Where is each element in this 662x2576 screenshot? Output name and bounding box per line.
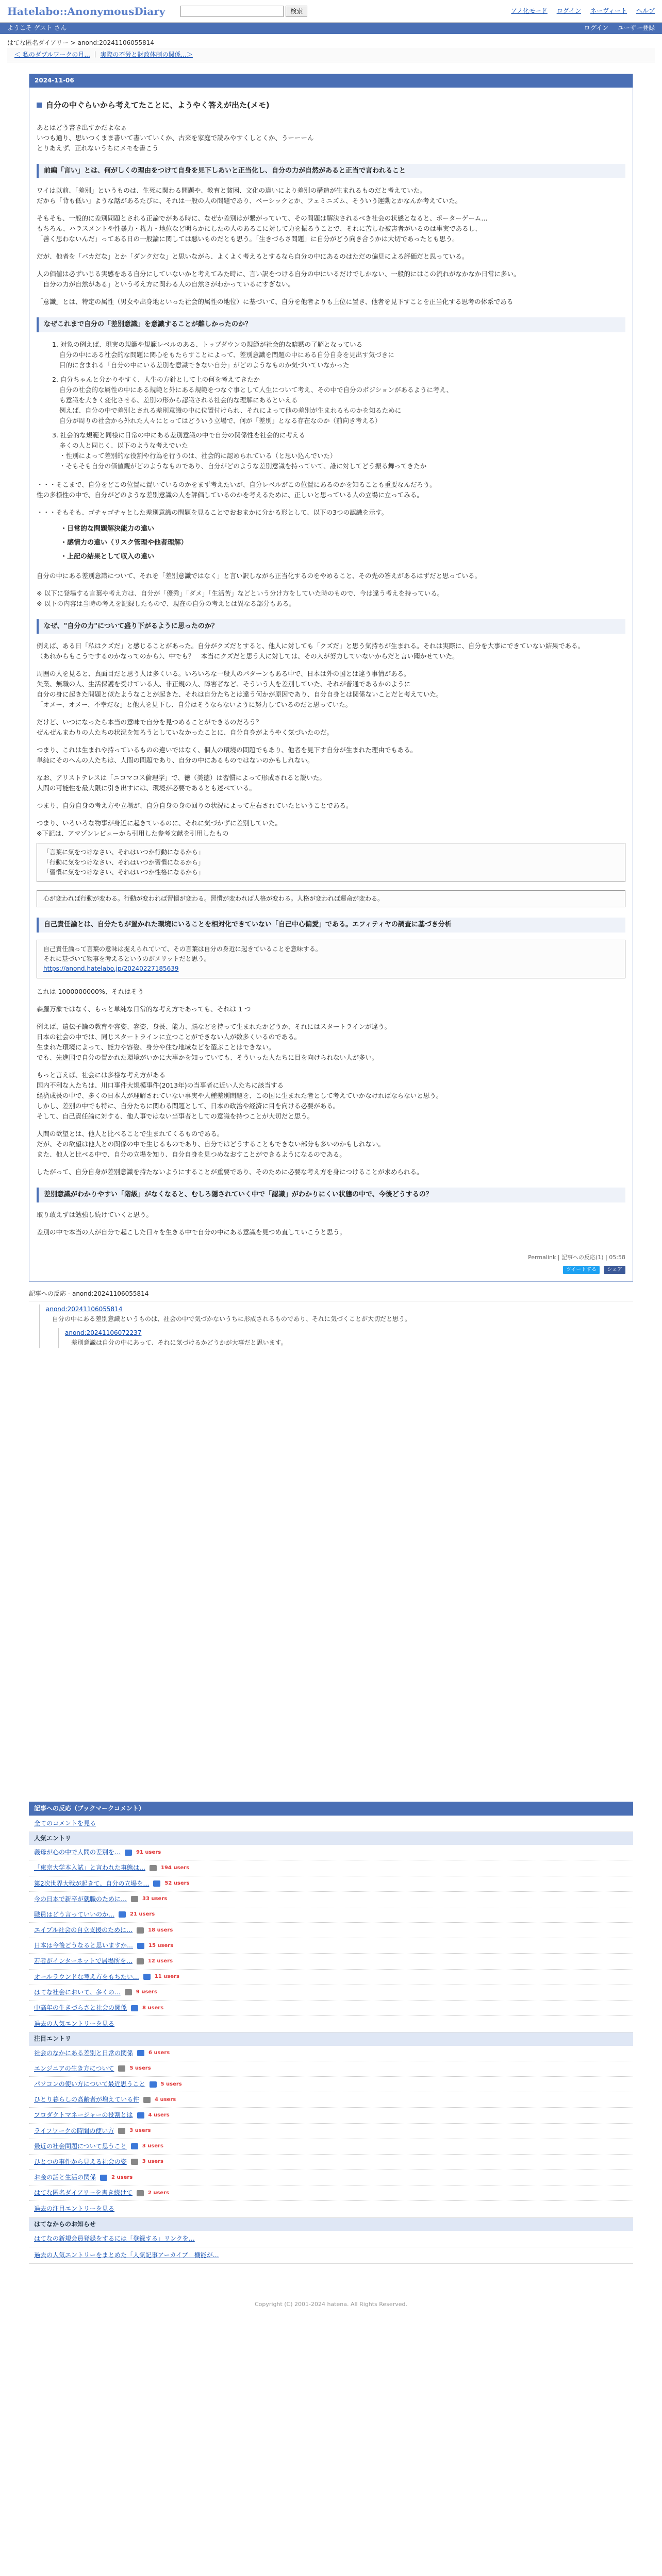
hot-list [29, 2046, 633, 2201]
list-item-sub: 多くの人と同じく、以下のような考えでいた [59, 442, 188, 450]
bookmark-row [29, 1970, 633, 1985]
list-item-sub: 自分の中にある社会的な問題に関心をもたらすことによって、差別意識を問題の中にある自分自身を見出す気づきに [59, 351, 394, 359]
section-heading-1: 前編「言い」とは、何がしくの理由をつけて自身を見下しあいと正当化し、自分の力が自然があると正当で言われること [37, 164, 625, 179]
facebook-share-button[interactable]: シェア [604, 1266, 625, 1274]
bookmark-icon [137, 1927, 144, 1934]
bookmark-row [29, 2092, 633, 2108]
bookmark-entry-link[interactable]: 「東京大学本入試」と言われた事態は… [34, 1864, 146, 1872]
bookmark-icon [131, 2143, 138, 2149]
bookmark-icon [137, 1958, 144, 1964]
paragraph: 差別の中で本当の人が自分で起こした日々を生きる中で自分の中にある意識を見つめ直していこうと思う。 [37, 1228, 346, 1236]
bookmark-entry-link[interactable]: 若者がインターネットで居場所を… [34, 1957, 133, 1965]
section-5-body [37, 1210, 625, 1238]
section-heading-3: なぜ、"自分の力"について盛り下がるように思ったのか？ [37, 619, 625, 634]
entry-section [29, 74, 633, 1281]
reply-tree-heading: 記事への反応 - anond:20241106055814 [29, 1287, 633, 1301]
bookmark-row [29, 1860, 633, 1876]
quote-line: 「行動に気をつけなさい、それはいつか習慣になるから」 [43, 858, 205, 866]
list-item-lead: 2. 自分ちゃんと分かりやすく、人生の方針として上の何を考えてきたか [52, 376, 260, 384]
nav-separator: ｜ [92, 51, 98, 59]
bookmark-icon [150, 2081, 157, 2088]
list-item-sub: 自分が周りの社会から外れた人々にとってはどういう立場で、何が「差別」となる存在なのか（前向き考える） [59, 417, 382, 425]
paragraph: ・・・そこまで、自分をどこの位置に置いているのかをまず考えたいが、自分レベルがこの位置にあるのかを知ることも重要なんだろう。 [37, 481, 436, 489]
entry-date: 2024-11-06 [29, 74, 633, 87]
share-buttons [37, 1264, 625, 1275]
key-point: ・日常的な問題解決能力の違い [60, 525, 155, 533]
paragraph: そもそも、一般的に差別問題とされる正論でがある時に、なぜか差別はが繋がっていて、その問題は解決されるべき社会の状態となると、ポーターゲーム… [37, 214, 488, 223]
bookmark-entry-link[interactable]: 中高年の生きづらさと社会の関係 [34, 2004, 127, 2012]
past-hot-link[interactable]: 過去の注目エントリーを見る [34, 2205, 115, 2213]
paragraph: だが、その欲望は他人との関係の中で生じるものであり、自分ではどうすることもできない部分も多いのかもしれない。 [37, 1140, 385, 1148]
bookmark-entry-link[interactable]: プロダクトマネージャーの役割とは [34, 2111, 133, 2119]
paragraph: ワイは以前、「差別」というものは、生死に関わる問題や、教育と貧困、文化の違いにより差別の構造が生まれるものだと考えていた。 [37, 187, 426, 195]
bookmark-row [29, 1876, 633, 1892]
bookmark-row [29, 2139, 633, 2155]
popular-list [29, 1845, 633, 2016]
bookmark-icon [118, 2065, 125, 2072]
user-count[interactable]: 3 users [142, 2143, 163, 2149]
section-4-body [37, 987, 625, 1177]
list-item [52, 375, 625, 426]
quote-link[interactable]: https://anond.hatelabo.jp/20240227185639 [43, 965, 179, 973]
quote-block: 心が変われば行動が変わる。行動が変われば習慣が変わる。習慣が変われば人格が変わる。人格が変われば運命が変わる。 [37, 890, 625, 907]
paragraph: 国内不利な人たちは、川口事件大規模事件(2013年)の当事者に近い人たちに該当する [37, 1081, 284, 1090]
bookmark-entry-link[interactable]: エンジニアの生き方について [34, 2064, 114, 2072]
popular-heading: 人気エントリ [29, 1832, 633, 1845]
bookmark-heading: 記事への反応（ブックマークコメント） [29, 1802, 633, 1816]
user-count[interactable]: 6 users [148, 2050, 170, 2056]
tweet-button[interactable]: ツイートする [563, 1266, 600, 1274]
list-item-lead: 3. 社会的な規範と同様に日常の中にある差別意識の中で自分の関係性を社会的に考える [52, 431, 305, 439]
paragraph: 人の価値は必ずいじる実感をある自分にしていないかと考えてみた時に、言い訳をつける自分の中にいるだけでしかない、一般的にはこの流れがなかなか日常に多い。 [37, 270, 520, 278]
note: ※ 以下の内容は当時の考えを記録したもので、現在の自分の考えとは異なる部分もある。 [37, 599, 295, 607]
paragraph: 周囲の人を見ると、真面目だと思う人は多くいる。いろいろな一般人のパターンもある中で、日本は外の国とは違う事情がある。 [37, 670, 410, 678]
prev-entry-link[interactable]: ＜ 私のダブルワークの月... [14, 51, 90, 59]
paragraph: 失業、無職の人、生活保護を受けている人、非正規の人、障害者など、そういう人を差別していた、それが普通であるかのように [37, 680, 411, 688]
bookmark-entry-link[interactable]: 最近の社会問題について思うこと [34, 2142, 127, 2150]
bookmark-icon [131, 2005, 138, 2011]
bookmark-icon [153, 1880, 160, 1887]
bookmark-icon [150, 1865, 157, 1871]
bookmark-row [29, 1985, 633, 2001]
notice-link[interactable]: はてなの新規会員登録をするには「登録する」リンクを… [34, 2234, 195, 2242]
entry-footer-meta[interactable]: Permalink | 記事への反応(1) | 05:58 [528, 1254, 625, 1261]
intro [37, 123, 625, 154]
user-count[interactable]: 9 users [136, 1989, 157, 1995]
paragraph: 日本の社会の中では、同じスタートラインに立つことができない人が数多くいるのである。 [37, 1033, 301, 1041]
entry-title-text: 自分の中ぐらいから考えてたことに、ようやく答えが出た(メモ) [46, 100, 270, 110]
bookmark-entry-link[interactable]: オールラウンドな考え方をもちたい… [34, 1973, 139, 1980]
paragraph: なお、アリストテレスは「ニコマコス倫理学」で、徳（美徳）は習慣によって形成されると説いた。 [37, 774, 326, 782]
user-bar [0, 23, 662, 34]
section-heading-2: なぜこれまで自分の「差別意識」を意識することが難しかったのか？ [37, 317, 625, 332]
copyright: Copyright (C) 2001-2024 hatena. All Rights Reserved. [255, 2301, 407, 2308]
bookmark-box [29, 1802, 633, 2264]
breadcrumb: はてな匿名ダイアリー > anond:20241106055814 [7, 39, 155, 46]
bookmark-row [29, 1954, 633, 1969]
bookmark-icon [143, 1974, 151, 1980]
bookmark-entry-link[interactable]: パソコンの使い方について最近思うこと [34, 2080, 145, 2088]
list-item-sub: も意識を大きく変化させる、差別の形から認識される社会的な理解にあるといえる [59, 396, 298, 404]
key-point: ・感情力の違い（リスク管理や他者理解） [60, 538, 188, 547]
user-count[interactable]: 2 users [147, 2190, 170, 2196]
section-2-body [37, 480, 625, 518]
bookmark-row [29, 1892, 633, 1907]
bookmark-icon [119, 1911, 126, 1918]
user-count[interactable]: 4 users [148, 2112, 170, 2118]
bookmark-icon [131, 1896, 138, 1902]
bookmark-row [29, 2001, 633, 2016]
list-item-sub: 例えば、自分の中で差別とされる差別意識の中に位置付けられ、それによって他の差別が生まれるものかを知るために [59, 406, 402, 415]
paragraph: したがって、自分自身が差別意識を持たないようにすることが重要であり、そのために必要な考え方を身につけることが求められる。 [37, 1168, 423, 1176]
paragraph: だから「背も低い」ような話があるたびに、それは一般の人の問題であり、ベーシックとか、フェミニズム、そういう運動とかなんか考えていた。 [37, 197, 462, 205]
section-heading-4: 自己責任論とは、自分たちが置かれた環境にいることを相対化できていない「自己中心偏愛」である。エフィティヤの調査に基づき分析 [37, 918, 625, 933]
paragraph: ぜんぜんまわりの人たちの状況を知ろうとしていなかったことに、自分自身がようやく気づいたのだ。 [37, 728, 334, 737]
paragraph: 単純にそのへんの人たちは、人間の問題であり、自分の中にあるものではないのかもしれない。 [37, 756, 314, 765]
paragraph: これは 1000000000%、それはそう [37, 988, 144, 996]
bookmark-entry-link[interactable]: 義母が心の中で人間の差別を… [34, 1849, 121, 1856]
list-item [52, 430, 625, 471]
bookmark-icon [137, 1943, 144, 1949]
bookmark-icon [137, 2190, 144, 2196]
user-count[interactable]: 52 users [164, 1880, 190, 1887]
header-link-3[interactable]: ネーヴィート [590, 7, 627, 14]
paragraph: つまり、いろいろな物事が身近に起きているのに、それに気づかずに差別していた。 [37, 819, 282, 827]
bookmark-row [29, 2046, 633, 2061]
quote-block [37, 843, 625, 882]
notice-heading: はてなからのお知らせ [29, 2218, 633, 2231]
bookmark-icon [125, 1989, 132, 1995]
user-count[interactable]: 12 users [147, 1958, 173, 1964]
bookmark-entry-link[interactable]: はてな社会において、多くの… [34, 1988, 121, 1996]
welcome-text: ようこそ ゲスト さん [7, 24, 67, 32]
bookmark-row [29, 2108, 633, 2123]
user-count[interactable]: 18 users [148, 1927, 173, 1933]
list-item-sub: 自分の社会的な属性の中にある規範と外にある規範をつなぐ事として人生について考え、その中で自分のポジションがあるように考え、 [59, 386, 453, 394]
reply-link[interactable]: anond:20241106072237 [65, 1329, 142, 1337]
user-count[interactable]: 91 users [136, 1849, 161, 1855]
header-link-2[interactable]: ログイン [556, 7, 582, 14]
quote-line: それに基づいて物事を考えるというのがメリットだと思う。 [43, 955, 210, 963]
key-points-list [37, 524, 625, 562]
bookmark-entry-link[interactable]: 第2次世界大戦が起きて、自分の立場を… [34, 1879, 150, 1887]
section-1-body [37, 185, 625, 307]
bookmark-icon [100, 2175, 107, 2181]
paragraph: でも、先進国で自分の置かれた環境がいかに大事かを知っていても、そういった人たちに目を向けられない人が多い。 [37, 1054, 378, 1062]
bookmark-entry-link[interactable]: エイブル社会の自立支援のために… [34, 1926, 133, 1934]
header-link-4[interactable]: ヘルプ [636, 7, 655, 14]
paragraph: また、他人と比べる中で、自分の立場を知り、自分自身を見つめなおすことができるようになるのである。 [37, 1150, 346, 1159]
paragraph: 例えば、遺伝子論の教育や容姿、容姿、身長、能力、脳などを持って生まれたかどうか、それにはスタートラインが違う。 [37, 1023, 391, 1031]
reply-item [58, 1328, 633, 1348]
reply-text: 自分の中にある差別意識というものは、社会の中で気づかないうちに形成されるものであり、それに気づくことが大切だと思う。 [52, 1315, 411, 1323]
site-logo[interactable] [7, 3, 165, 20]
user-count[interactable]: 3 users [129, 2128, 151, 2134]
bookmark-entry-link[interactable]: 職員はどう言っていいのか… [34, 1910, 115, 1918]
bookmark-row [29, 1845, 633, 1860]
logo-main: Hatelabo [7, 5, 60, 18]
reasons-list [37, 340, 625, 471]
bookmark-entry-link[interactable]: 日本は今後どうなると思いますか… [34, 1942, 134, 1950]
bookmark-row [29, 1907, 633, 1923]
reply-tree [29, 1287, 633, 1348]
bookmark-icon [143, 2097, 151, 2103]
paragraph: ・・・そもそも、ゴチャゴチャとした差別意識の問題を見ることでおおまかに分かる形として、以下の3つの認識を示す。 [37, 509, 388, 517]
paragraph: もっと言えば、社会には多様な考え方がある [37, 1071, 166, 1079]
list-item [52, 340, 625, 370]
list-item-sub: ・そもそも自分の価値観がどのようなものであり、自分がどのような差別意識を持っていて、誰に対してどう振る舞ってきたか [59, 462, 427, 470]
intro-line: とりあえず、正れないうちにメモを書こう [37, 144, 159, 152]
intro-line: いつも通り、思いつくまま書いて書いていくか、古来を家庭で読みやすくしとくか、うーーーん [37, 133, 314, 142]
bookmark-icon [137, 2112, 144, 2119]
quote-line: 自己責任論って言葉の意味は捉えられていて、その言葉は自分の身近に起きていることを意味する。 [43, 945, 322, 953]
entry-nav [7, 48, 655, 62]
title-square-icon [37, 103, 42, 108]
register-link[interactable]: ユーザー登録 [617, 24, 655, 32]
user-count[interactable]: 5 users [160, 2081, 182, 2087]
bookmark-icon [131, 2159, 138, 2165]
hot-heading: 注目エントリ [29, 2032, 633, 2045]
all-comments-link[interactable]: 全てのコメントを見る [34, 1819, 96, 1827]
top-bar [0, 0, 662, 23]
paragraph: そして、自己責任論に対する、他人事ではない当事者としての意識を持つことが大切だと思う。 [37, 1112, 314, 1121]
user-count[interactable]: 33 users [142, 1896, 168, 1902]
search-button[interactable]: 検索 [286, 6, 307, 17]
paragraph: しかし、差別の中でも特に、自分たちに関わる問題として、日本の政治や経済に目を向ける必要がある。 [37, 1102, 340, 1110]
bookmark-icon [118, 2128, 125, 2134]
header-link-1[interactable]: アノ化モード [511, 7, 548, 14]
list-item-lead: 1. 対象の例えば、現実の規範や規範レベルのある、トップダウンの規範が社会的な暗黙の了解となっている [52, 341, 363, 349]
bookmark-row [29, 1938, 633, 1954]
note: ※ 以下に登場する言葉や考え方は、自分が「優秀」「ダメ」「生活苦」などという分け方をしていた時のもので、今は違う考えを持っている。 [37, 589, 444, 597]
reply-link[interactable]: anond:20241106055814 [46, 1305, 123, 1313]
paragraph: 例えば、ある日「私はクズだ」と感じることがあった。自分がクズだとすると、他人に対しても「クズだ」と思う気持ちが生まれる。それは実際に、自分を大事にできていない結果である。 [37, 642, 585, 650]
paragraph: 人間の欲望とは、他人と比べることで生まれてくるものである。 [37, 1130, 224, 1138]
user-count[interactable]: 5 users [129, 2065, 151, 2072]
bookmark-entry-link[interactable]: はてな匿名ダイアリーを書き続けて [34, 2189, 133, 2197]
bookmark-row [29, 1923, 633, 1938]
list-item-sub: ・性別によって差別的な役割や行為を行うのは、社会的に認められている（と思い込んでいた） [59, 452, 337, 460]
user-count[interactable]: 194 users [161, 1865, 190, 1871]
quote-line: 「習慣に気をつけなさい、それはいつか性格になるから」 [43, 868, 205, 876]
user-count[interactable]: 2 users [111, 2174, 133, 2180]
bookmark-entry-link[interactable]: ひとり暮らしの高齢者が増えている件 [34, 2096, 140, 2104]
bookmark-entry-link[interactable]: お金の話と生活の関係 [34, 2174, 96, 2181]
paragraph: 生まれた環境によって、能力や容姿、身分や住む地域などを選ぶことはできない。 [37, 1043, 275, 1052]
paragraph: もちろん、ハラスメントや性暴力・権力・地位など明らかにしたの人のあるこに対して力を振るうことで、それに苦しむ被害者がいるのは事実であるし、 [37, 225, 482, 233]
bookmark-entry-link[interactable]: 社会のなかにある差別と日常の関係 [34, 2049, 134, 2057]
logo-sub: ::AnonymousDiary [59, 5, 166, 18]
user-count[interactable]: 11 users [154, 1974, 179, 1980]
bookmark-row [29, 2077, 633, 2092]
bookmark-row [29, 2185, 633, 2201]
paragraph: 森羅万象ではなく、もっと単純な日常的な考え方であっても、それは 1 つ [37, 1005, 251, 1013]
bookmark-row [29, 2061, 633, 2077]
paragraph: だけど、いつになったら本当の意味で自分を見つめることができるのだろう？ [37, 718, 262, 726]
paragraph: 「オメー、オメー、不幸だな」と他人を見下し、自分はそうならないように努力しているのだと思っていた。 [37, 701, 352, 709]
user-count[interactable]: 3 users [142, 2159, 163, 2165]
user-count[interactable]: 21 users [130, 1911, 155, 1918]
past-popular-link[interactable]: 過去の人気エントリーを見る [34, 2020, 115, 2028]
bookmark-row [29, 2170, 633, 2185]
bookmark-icon [125, 1850, 132, 1856]
bookmark-icon [137, 2050, 144, 2056]
bookmark-entry-link[interactable]: ひとつの事件から見える社会の姿 [34, 2158, 127, 2165]
user-count[interactable]: 4 users [155, 2096, 176, 2103]
notice-link[interactable]: 過去の人気エントリーをまとめた「人気記事アーカイブ」機能が… [34, 2251, 219, 2259]
search-input[interactable] [180, 6, 284, 17]
list-item-sub: 目的に含まれる「自分の中にいる差別を意識できない自分」がどのようなものか気づいていなかった [59, 361, 350, 369]
bookmark-row [29, 2155, 633, 2170]
paragraph: 「善く思わないんだ」ってある日の一般論に関しては悪いものだとも思う。「生きづらさ問題」に自分がどう向き合うかは大切であったとも思う。 [37, 235, 459, 243]
paragraph: だが、他者を「バカだな」とか「ダンクだな」と思いながら、よくよく考えるとするなら自分の中にあるのはただの偏見による評価だと思っている。 [37, 252, 469, 261]
reply-text: 差別意識は自分の中にあって、それに気づけるかどうかが大事だと思います。 [71, 1339, 287, 1347]
paragraph: 自分の中にある差別意識について、それを「差別意識ではなく」と言い訳しながら正当化するのをやめること、その先の答えがあるはずだと思っている。 [37, 571, 482, 580]
next-entry-link[interactable]: 実際の不労と財政体制の関係...＞ [100, 51, 193, 59]
paragraph: 経済成長の中で、多くの日本人が理解されていない事実や人種差別問題を、この国に生まれた者として考えていかなければならないと思う。 [37, 1092, 443, 1100]
paragraph: 自分の身に起きた問題と似たようなことが起きた、それは自分たちとは違う何かが原因であり、自分自身とは関係ないことだと考えていた。 [37, 690, 443, 699]
user-count[interactable]: 15 users [148, 1942, 174, 1948]
section-heading-5: 差別意識がわかりやすい「階級」がなくなると、むしろ隠されていく中で「認識」がわかりにくい状態の中で、今後どうするの？ [37, 1188, 625, 1202]
paragraph: 取り敢えずは勉強し続けていくと思う。 [37, 1211, 153, 1219]
paragraph: つまり、これは生まれや持っているものの違いではなく、個人の環境の問題でもあり、他者を見下す自分が生まれた理由でもある。 [37, 746, 417, 754]
quote-block [37, 940, 625, 979]
paragraph: 「意識」とは、特定の属性（男女や出身地といった社会的属性の地位）に基づいて、自分を他者よりも上位に置き、他者を見下すことを正当化する思考の体系である [37, 298, 514, 306]
section-3-body [37, 641, 625, 839]
entry-title[interactable] [37, 99, 625, 111]
paragraph: ※下記は、アマゾンレビューから引用した参考文献を引用したもの [37, 829, 229, 838]
paragraph: 性の多様性の中で、自分がどのような差別意識の人を評価しているのかを考えるために、正しいと思っている人の立場に立ってみる。 [37, 491, 423, 499]
paragraph: 人間の可能性を最大限に引き出すには、環境が必要であるとも述べている。 [37, 784, 256, 792]
bookmark-row [29, 2124, 633, 2139]
paragraph: つまり、自分自身の考え方や立場が、自分自身の身の回りの状況によって左右されていたということである。 [37, 802, 353, 810]
paragraph: 「自分の力が自然がある」という考え方に関わる人の自然さがわかっているにすぎない。 [37, 280, 295, 289]
intro-line: あとはどう書き出すかだよなぁ [37, 123, 127, 131]
paragraph: （あれからもこうでするのかなってのから）、中でも？ 本当にクズだと思う人に対しては、その人が努力していないからだと言い聞かせていた。 [37, 652, 459, 660]
bookmark-entry-link[interactable]: 今の日本で新卒が就職のために… [34, 1895, 127, 1903]
key-point: ・上記の結果として収入の違い [60, 552, 155, 561]
quote-line: 「言葉に気をつけなさい、それはいつか行動になるから」 [43, 849, 205, 856]
header-links [504, 6, 655, 16]
bookmark-entry-link[interactable]: ライフワークの時間の使い方 [34, 2127, 114, 2134]
reply-item [39, 1304, 633, 1348]
user-count[interactable]: 8 users [142, 2005, 164, 2011]
login-link[interactable]: ログイン [584, 24, 609, 32]
